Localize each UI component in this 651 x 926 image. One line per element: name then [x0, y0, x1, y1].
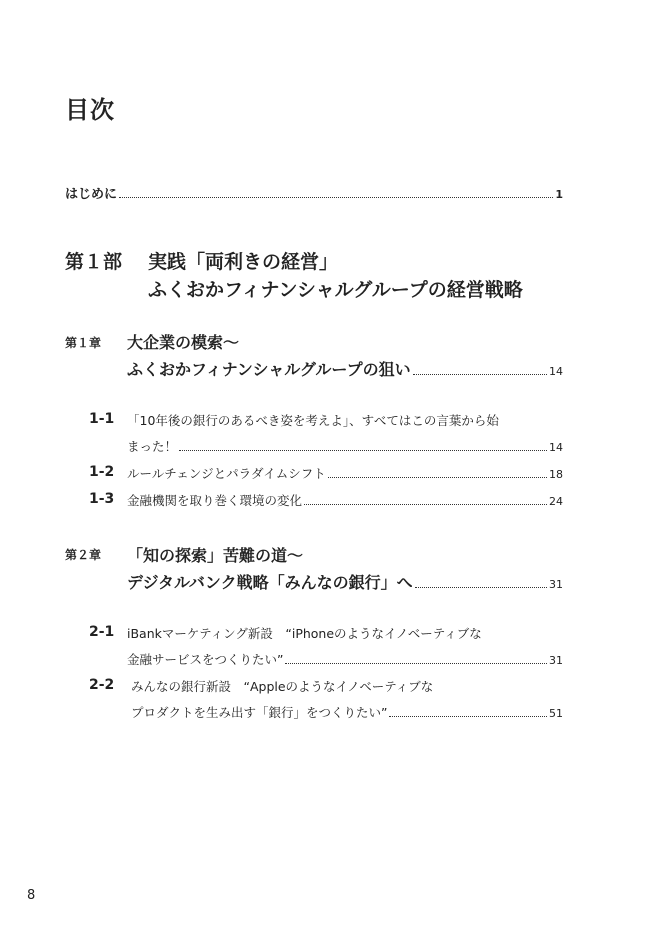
toc-entry-1-1[interactable] [127, 437, 563, 455]
toc-entry-1-2[interactable] [127, 464, 563, 482]
part-title-line1: 実践「両利きの経営」 [148, 251, 339, 273]
toc-entry-2-2[interactable] [131, 703, 563, 721]
section-title-line2: まった！ [127, 439, 178, 454]
section-number: 2-2 [89, 677, 115, 693]
section-title-line1[interactable]: 「10年後の銀行のあるべき姿を考えよ」、すべてはこの言葉から始 [127, 413, 499, 428]
page-number: 31 [549, 654, 563, 667]
page-title: 目次 [65, 96, 115, 124]
section-title-line1[interactable]: iBankマーケティング新設 “iPhoneのようなイノベーティブな [127, 626, 482, 641]
toc-entry-chapter2[interactable] [127, 570, 563, 593]
chapter-label: 第２章 [65, 548, 102, 562]
page-number: 24 [549, 495, 563, 508]
leader-dots [413, 374, 547, 375]
toc-entry-2-1[interactable] [127, 650, 563, 668]
page-number: 51 [549, 707, 563, 720]
section-title-line1: ルールチェンジとパラダイムシフト [127, 466, 326, 481]
section-title-line1: 金融機関を取り巻く環境の変化 [127, 493, 303, 508]
page-number: 1 [555, 188, 563, 201]
section-number: 1-3 [89, 491, 115, 507]
leader-dots [328, 477, 547, 478]
part-title-line2: ふくおかフィナンシャルグループの経営戦略 [148, 279, 523, 301]
part-label: 第１部 [65, 251, 123, 273]
toc-entry-chapter1[interactable] [127, 357, 563, 380]
toc-entry-intro[interactable] [65, 183, 563, 202]
chapter-title-line1: 大企業の模索〜 [127, 333, 240, 352]
chapter-title-line2: デジタルバンク戦略「みんなの銀行」へ [127, 573, 413, 592]
leader-dots [285, 663, 547, 664]
page-number: 18 [549, 468, 563, 481]
toc-entry-1-3[interactable] [127, 491, 563, 509]
section-number: 1-1 [89, 411, 115, 427]
page-number: 14 [549, 365, 563, 378]
section-number: 1-2 [89, 464, 115, 480]
section-number: 2-1 [89, 624, 115, 640]
leader-dots [389, 716, 547, 717]
chapter-title-line1: 「知の探索」苦難の道〜 [127, 546, 304, 565]
leader-dots [304, 504, 547, 505]
page-folio: 8 [27, 888, 36, 903]
chapter-label: 第１章 [65, 336, 102, 350]
page-number: 31 [549, 578, 563, 591]
leader-dots [179, 450, 547, 451]
page-number: 14 [549, 441, 563, 454]
chapter-title-line2: ふくおかフィナンシャルグループの狙い [127, 360, 411, 379]
section-title-line2: プロダクトを生み出す「銀行」をつくりたい” [131, 705, 388, 720]
section-title-line1[interactable]: みんなの銀行新設 “Appleのようなイノベーティブな [131, 679, 434, 694]
toc-entry-label: はじめに [65, 187, 118, 202]
leader-dots [415, 587, 547, 588]
section-title-line2: 金融サービスをつくりたい” [127, 652, 284, 667]
leader-dots [119, 197, 553, 198]
